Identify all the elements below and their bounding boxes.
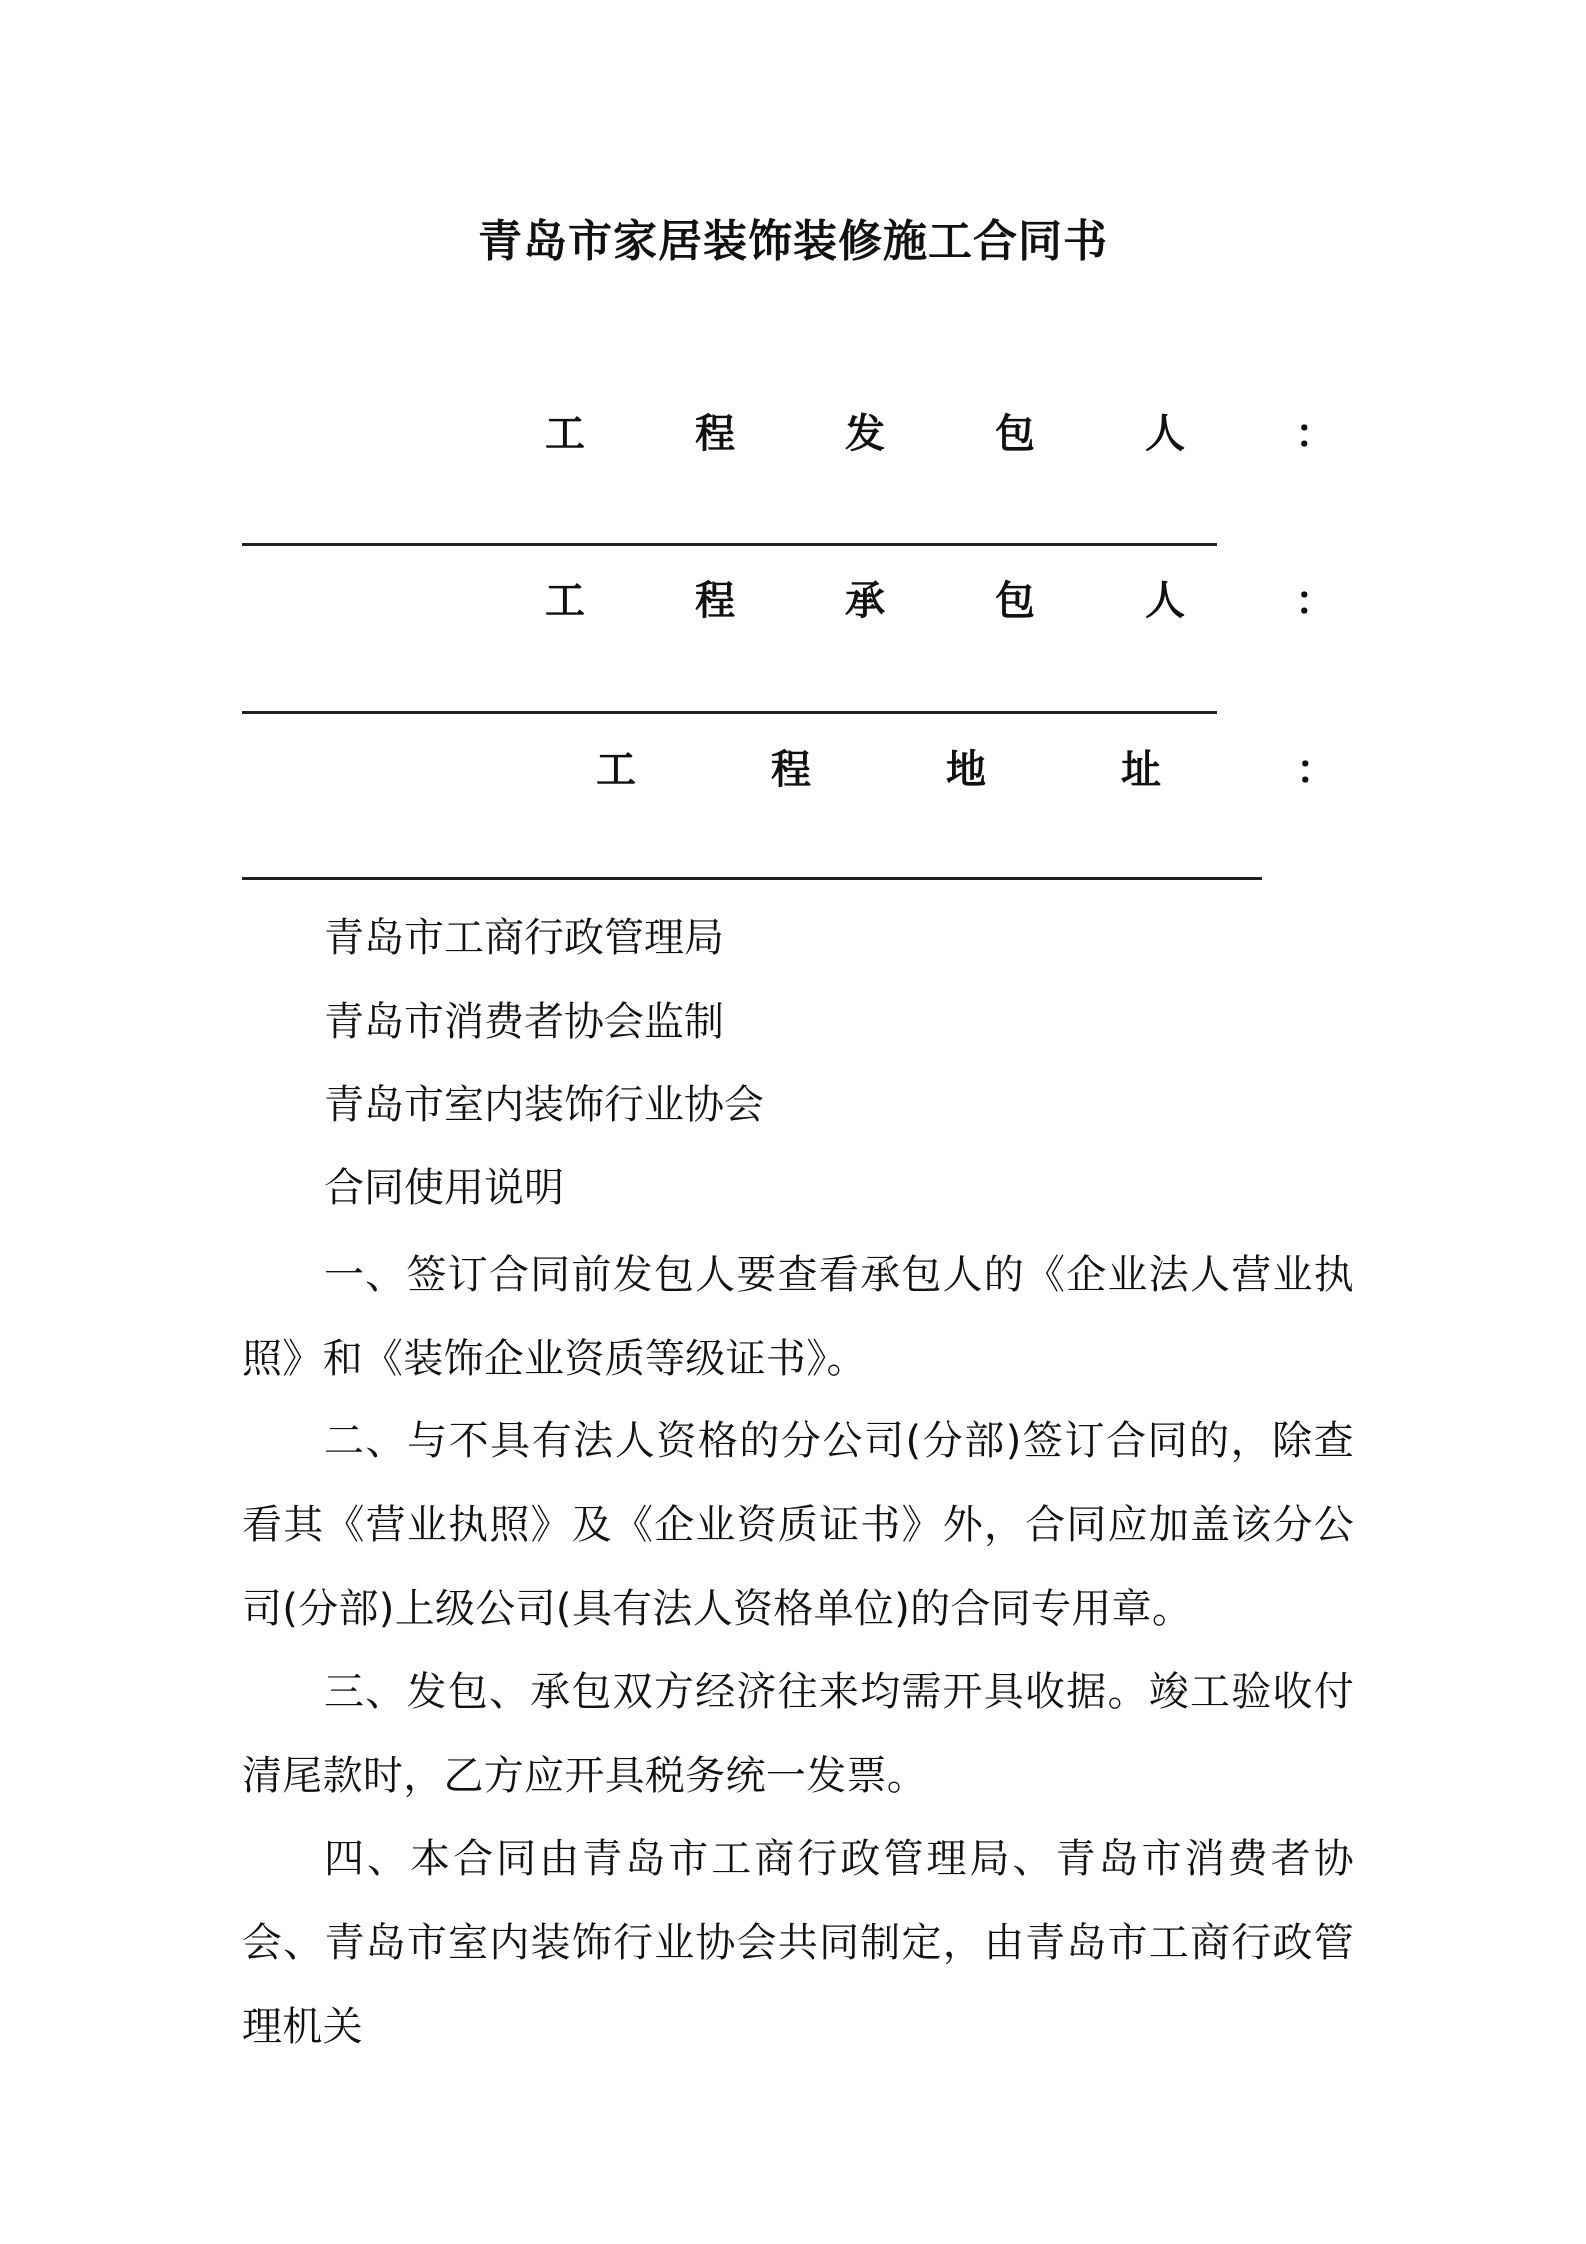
instructions-heading: 合同使用说明 (324, 1165, 564, 1211)
field-char: 人 (1145, 578, 1185, 624)
instruction-paragraph: 二、与不具有法人资格的分公司(分部)签订合同的，除查看其《营业执照》及《企业资质证书》外，合同应加盖该分公司(分部)上级公司(具有法人资格单位)的合同专用章。 (242, 1418, 1354, 1632)
field-char: 程 (695, 578, 735, 624)
page-title: 青岛市家居装饰装修施工合同书 (478, 216, 1108, 267)
field-char: 工 (545, 578, 585, 624)
issuer-line: 青岛市室内装饰行业协会 (324, 1082, 764, 1128)
field-address-label (596, 740, 1336, 800)
instruction-paragraph: 四、本合同由青岛市工商行政管理局、青岛市消费者协会、青岛市室内装饰行业协会共同制定，由青岛市工商行政管理机关 (242, 1836, 1354, 2050)
field-char: 程 (695, 411, 735, 457)
field-char: 工 (596, 747, 636, 793)
field-char: 包 (995, 578, 1035, 624)
field-char: 工 (545, 411, 585, 457)
field-char: ： (1296, 747, 1336, 793)
field-char: 发 (845, 411, 885, 457)
blank-line-issuer[interactable] (242, 543, 1217, 546)
blank-line-contractor[interactable] (242, 711, 1217, 714)
instruction-paragraph: 一、签订合同前发包人要查看承包人的《企业法人营业执照》和《装饰企业资质等级证书》。 (242, 1252, 1354, 1382)
field-char: 址 (1121, 747, 1161, 793)
field-char: 人 (1145, 411, 1185, 457)
instruction-paragraph: 三、发包、承包双方经济往来均需开具收据。竣工验收付清尾款时，乙方应开具税务统一发票。 (242, 1669, 1354, 1799)
field-char: ： (1295, 411, 1335, 457)
field-char: 地 (946, 747, 986, 793)
blank-line-address[interactable] (242, 877, 1262, 880)
field-char: 包 (995, 411, 1035, 457)
field-char: 程 (771, 747, 811, 793)
issuer-line: 青岛市消费者协会监制 (324, 999, 724, 1045)
issuer-line: 青岛市工商行政管理局 (324, 915, 724, 961)
field-char: 承 (845, 578, 885, 624)
field-contractor-issuer-label (545, 404, 1335, 464)
field-char: ： (1295, 578, 1335, 624)
field-contractor-label (545, 571, 1335, 631)
